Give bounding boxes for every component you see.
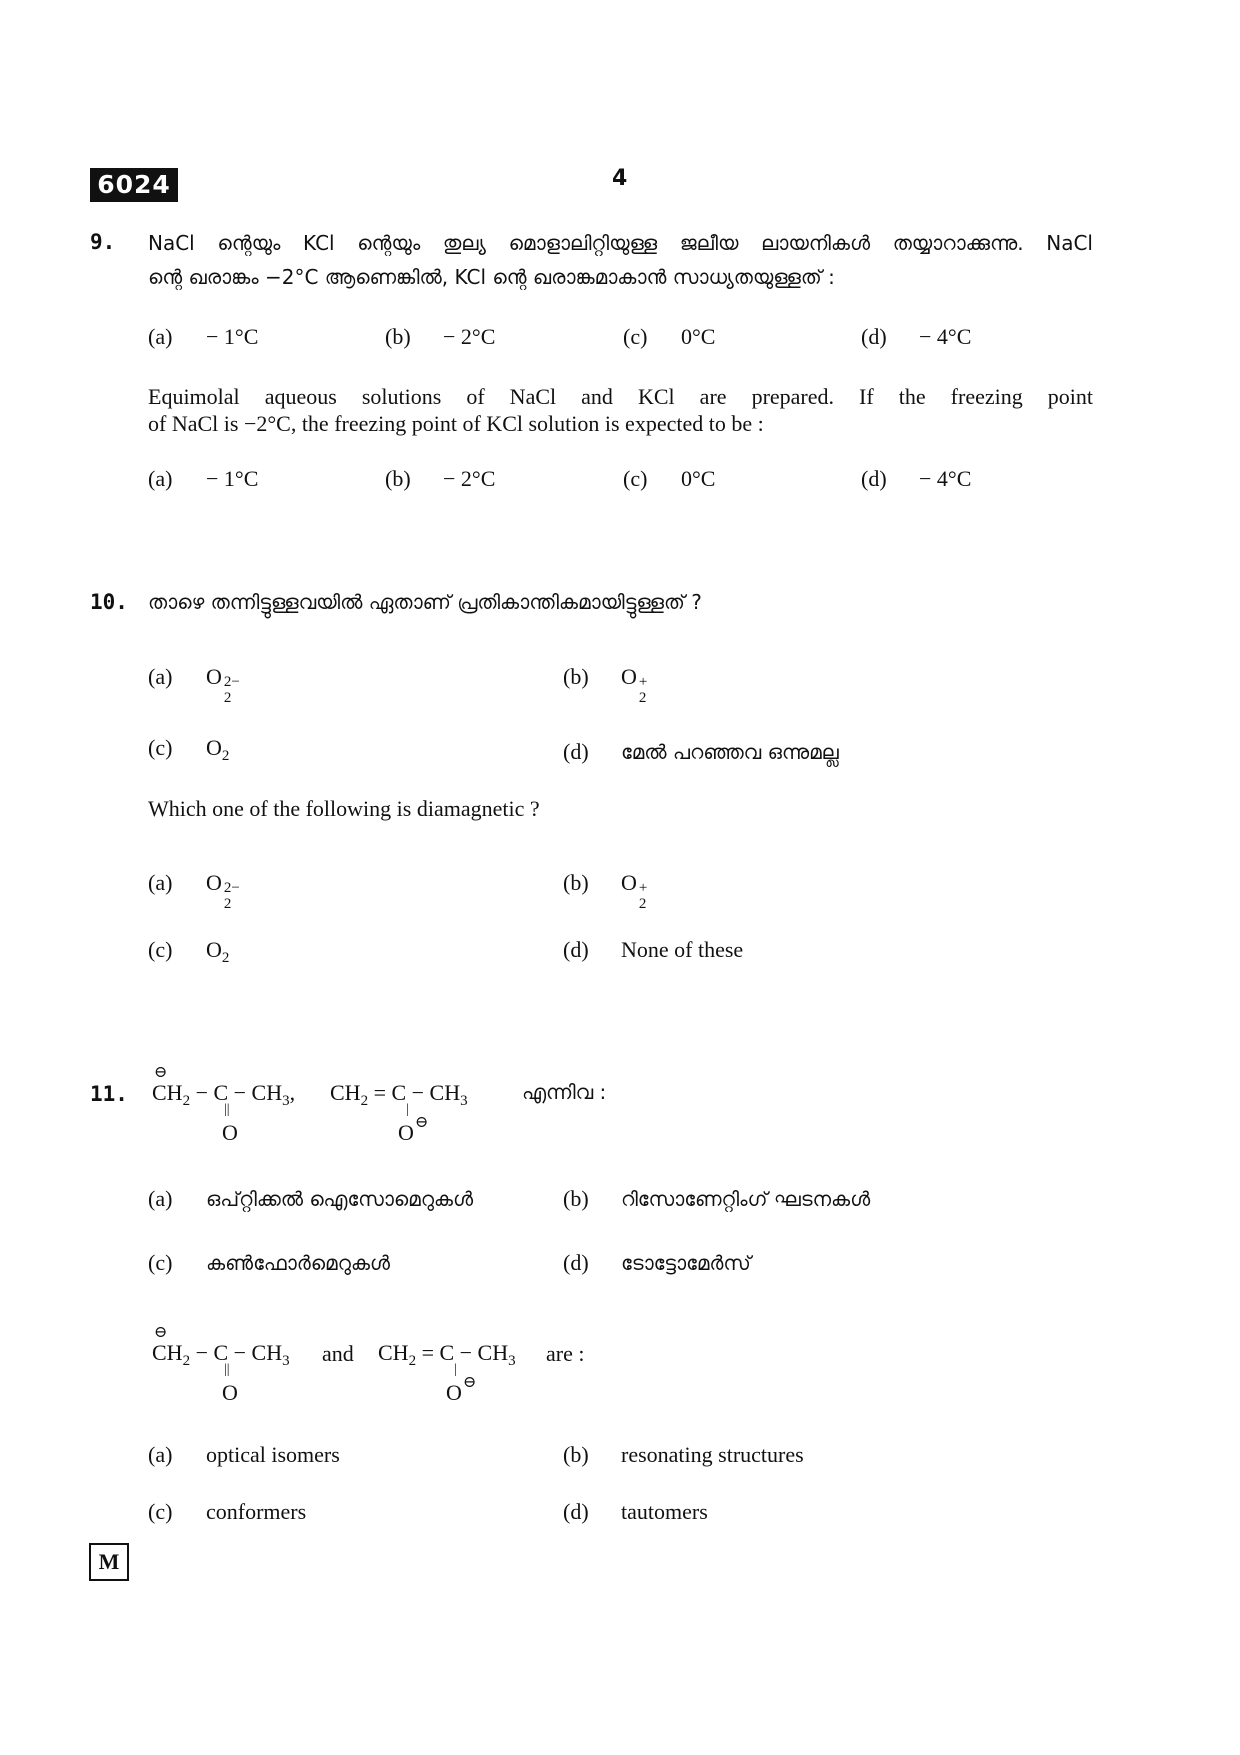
q9-en-line1: Equimolal aqueous solutions of NaCl and KCl are prepared. If the freezing point xyxy=(148,384,1093,409)
q11-en-and: and xyxy=(322,1341,354,1366)
q9-mal-option-a: (a) − 1°C xyxy=(148,324,259,349)
q11-mal-option-b: (b) റിസോണേറ്റിംഗ് ഘടനകൾ xyxy=(563,1186,871,1211)
q10-mal-option-a: (a) O 2− 2 xyxy=(148,664,240,706)
q11-mal-suffix: എന്നിവ : xyxy=(522,1080,607,1104)
q11-en-option-a: (a) optical isomers xyxy=(148,1442,340,1467)
q9-en-option-c: (c) 0°C xyxy=(623,466,716,491)
q11-mal-option-a: (a) ഒപ്റ്റിക്കൽ ഐസോമെറുകൾ xyxy=(148,1186,474,1211)
q9-mal-line2: ന്റെ ഖരാങ്കം −2°C ആണെങ്കിൽ, KCl ന്റെ ഖരാങ്കമാകാൻ സാധ്യതയുള്ളത് : xyxy=(148,265,835,289)
q10-mal-option-c: (c) $O_2$ xyxy=(148,735,230,764)
q9-en-option-a: (a) − 1°C xyxy=(148,466,259,491)
q9-en-option-d: (d) − 4°C xyxy=(861,466,972,491)
q10-mal-option-b: (b) O + 2 xyxy=(563,664,648,706)
q10-number: 10. xyxy=(90,590,128,614)
q11-en-option-b: (b) resonating structures xyxy=(563,1442,804,1467)
q10-en-option-c: (c) $O_2$ xyxy=(148,937,230,966)
q11-mal-option-d: (d) ടോട്ടോമേർസ് xyxy=(563,1250,751,1275)
q11-number: 11. xyxy=(90,1082,128,1106)
q10-mal-question: താഴെ തന്നിട്ടുള്ളവയിൽ ഏതാണ് പ്രതികാന്തികമായിട്ടുള്ളത് ? xyxy=(148,590,702,614)
q9-mal-option-b: (b) − 2°C xyxy=(385,324,496,349)
q10-mal-option-d: (d) മേൽ പറഞ്ഞവ ഒന്നുമല്ല xyxy=(563,739,839,764)
q11-mal-option-c: (c) കൺഫോർമെറുകൾ xyxy=(148,1250,390,1275)
paper-code: 6024 xyxy=(90,168,178,202)
q9-en-line2: of NaCl is −2°C, the freezing point of KCl solution is expected to be : xyxy=(148,411,764,436)
q9-mal-line1: NaCl ന്റെയും KCl ന്റെയും തുല്യ മൊളാലിറ്റിയുള്ള ജലീയ ലായനികൾ തയ്യാറാക്കുന്നു. NaCl xyxy=(148,231,1093,255)
q9-mal-option-c: (c) 0°C xyxy=(623,324,716,349)
q9-en-option-b: (b) − 2°C xyxy=(385,466,496,491)
q11-en-suffix: are : xyxy=(546,1341,585,1366)
q9-mal-option-d: (d) − 4°C xyxy=(861,324,972,349)
q11-en-option-d: (d) tautomers xyxy=(563,1499,708,1524)
q10-en-option-a: (a) O 2− 2 xyxy=(148,870,240,912)
q11-en-option-c: (c) conformers xyxy=(148,1499,307,1524)
q10-en-option-b: (b) O + 2 xyxy=(563,870,648,912)
page-number: 4 xyxy=(612,166,628,191)
q10-en-option-d: (d) None of these xyxy=(563,937,744,962)
medium-mark-box: M xyxy=(89,1543,129,1581)
q10-en-question: Which one of the following is diamagnetic ? xyxy=(148,796,540,821)
q9-number: 9. xyxy=(90,230,116,254)
